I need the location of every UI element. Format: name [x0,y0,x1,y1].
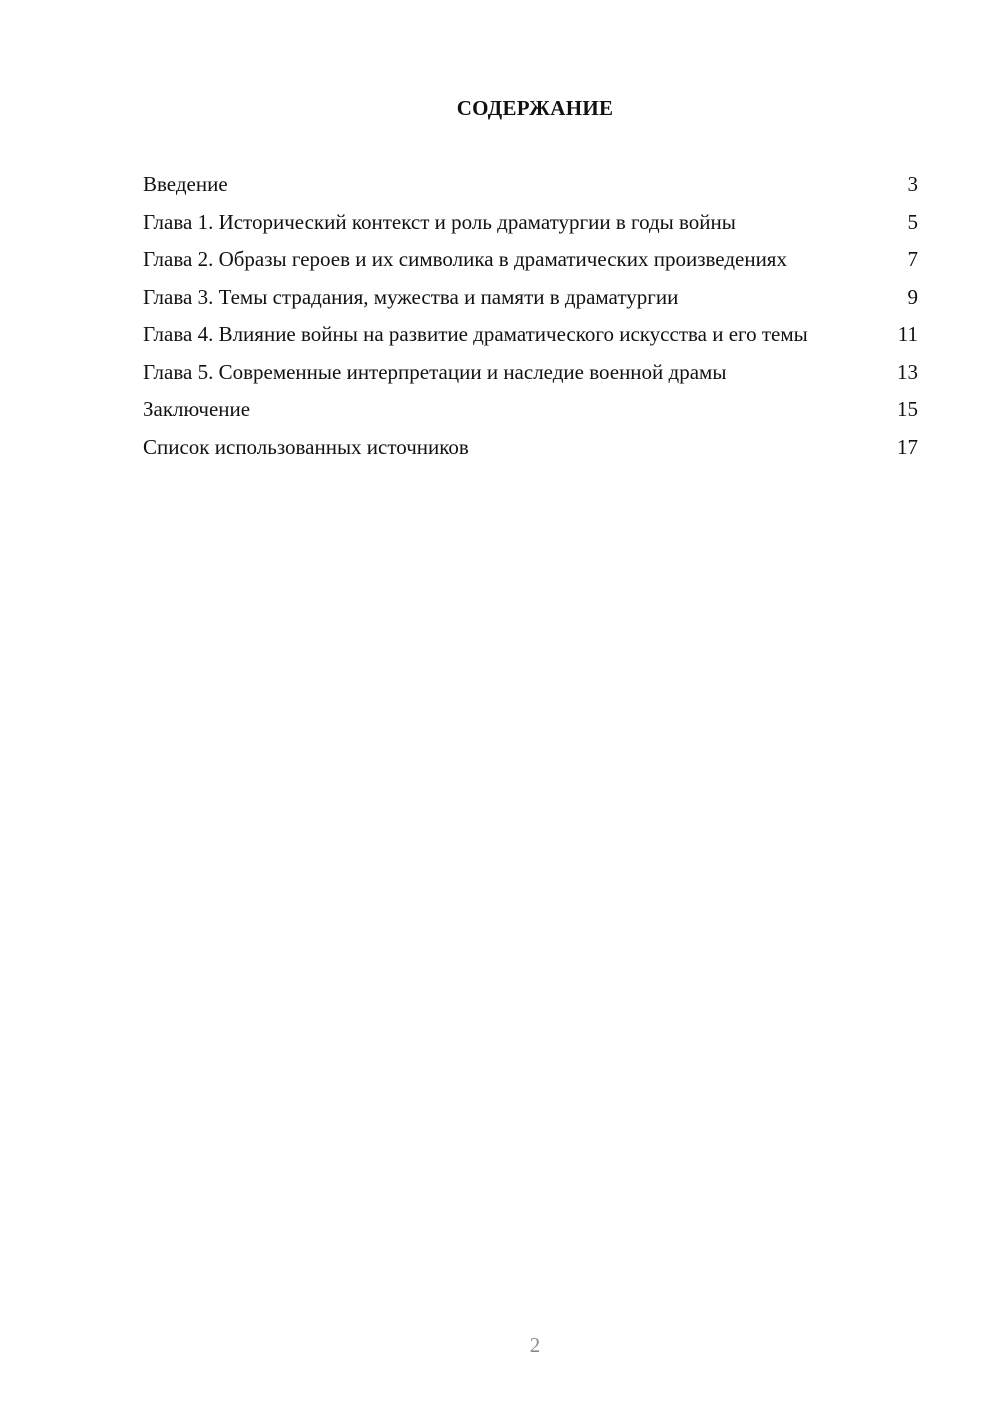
toc-entry-page: 11 [897,322,918,346]
toc-entry-chapter-5 [143,359,918,385]
toc-entry-page: 5 [907,209,918,234]
toc-entry-title: Введение [143,172,228,196]
toc-entry-page: 9 [907,284,918,309]
toc-entry-page: 15 [897,397,918,421]
toc-entry-chapter-1 [143,209,918,235]
toc-entry-chapter-2 [143,246,918,272]
toc-entry-references [143,434,918,460]
page-number: 2 [529,1333,541,1357]
toc-entry-title: Заключение [143,397,251,421]
toc-entry-introduction [143,171,918,197]
toc-entry-title: Глава 2. Образы героев и их символика в драматических произведениях [143,247,787,271]
toc-entry-title: Список использованных источников [143,434,469,459]
toc-entry-chapter-4 [143,321,918,347]
toc-entry-chapter-3 [143,284,918,310]
page-title: СОДЕРЖАНИЕ [456,96,614,120]
toc-entry-conclusion [143,396,918,422]
toc-entry-title: Глава 1. Исторический контекст и роль драматургии в годы войны [143,209,736,234]
toc-entry-title: Глава 3. Темы страдания, мужества и памяти в драматургии [143,284,679,309]
toc-entry-page: 3 [907,172,918,196]
toc-entry-page: 7 [907,247,918,271]
table-of-contents [143,171,918,471]
toc-entry-title: Глава 5. Современные интерпретации и наследие военной драмы [143,359,727,384]
toc-entry-title: Глава 4. Влияние войны на развитие драматического искусства и его темы [143,322,808,346]
toc-entry-page: 13 [897,359,918,384]
toc-entry-page: 17 [897,434,918,459]
